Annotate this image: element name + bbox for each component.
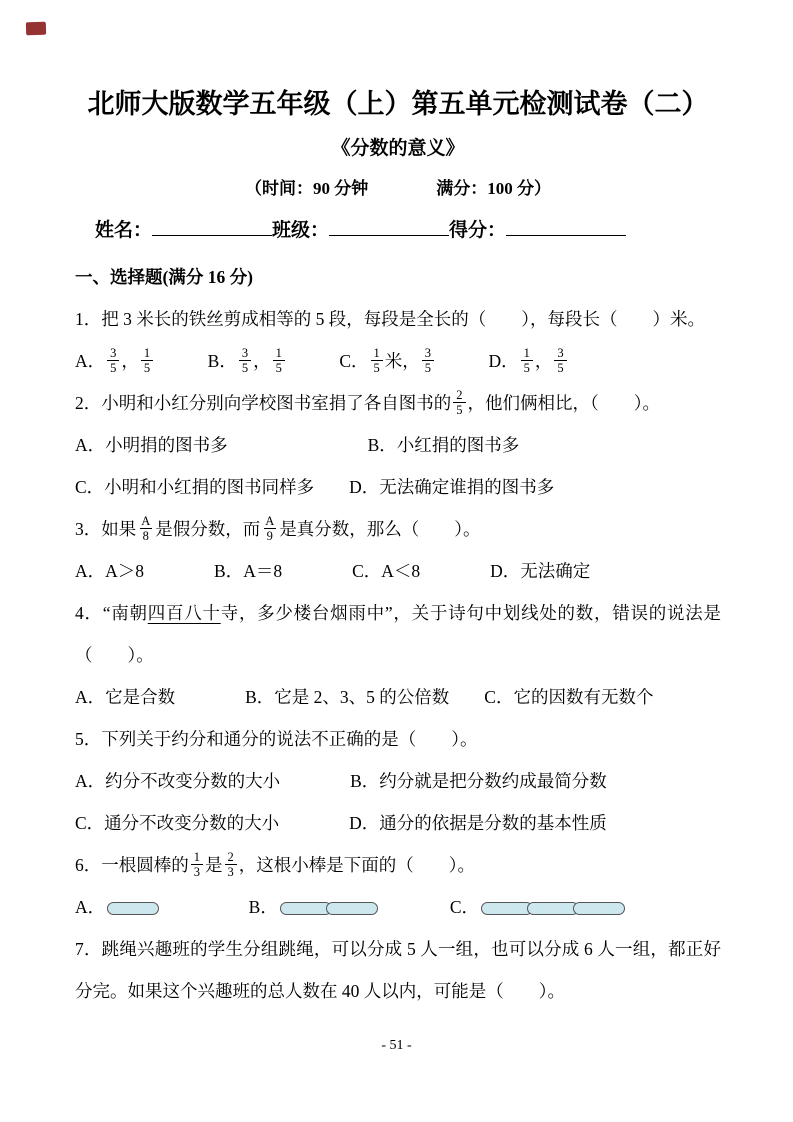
text-run: 1．把 3 米长的铁丝剪成相等的 5 段，每段是全长的（ ），每段长（ ）米。 xyxy=(75,309,705,329)
text-run: ，这根小棒是下面的（ ）。 xyxy=(238,855,475,875)
fraction-numerator: 1 xyxy=(193,850,200,865)
fraction-denominator: 5 xyxy=(371,360,383,375)
text-run: ， xyxy=(121,351,139,371)
question-4-options xyxy=(75,676,721,718)
text-run: 是真分数，那么（ ）。 xyxy=(279,519,481,539)
fraction xyxy=(107,346,119,376)
rod-segment xyxy=(326,902,378,915)
rod-segment xyxy=(107,902,159,915)
fraction-numerator: 3 xyxy=(424,346,432,361)
fraction-denominator: 9 xyxy=(264,528,276,543)
question-6-options xyxy=(75,886,721,928)
text-run: 米， xyxy=(384,351,420,371)
text-run: ， xyxy=(253,351,271,371)
section-choice-heading xyxy=(75,256,721,298)
question-5-options-ab xyxy=(75,760,721,802)
rod-segment xyxy=(527,902,579,915)
question-1-options xyxy=(75,340,721,382)
text-run: ， xyxy=(534,351,553,371)
text-run: 2．小明和小红分别向学校图书室捐了各自图书的 xyxy=(75,393,452,413)
question-5 xyxy=(75,718,721,760)
text-run: 得分： xyxy=(449,220,507,241)
fraction xyxy=(191,850,203,880)
text-run: 4．“南朝 xyxy=(75,603,148,623)
fraction xyxy=(453,388,465,418)
fraction-numerator: A xyxy=(141,514,151,529)
fraction-denominator: 5 xyxy=(521,360,533,375)
fraction-numerator: 3 xyxy=(110,346,117,361)
text-run: A．小明捐的图书多 B．小红捐的图书多 xyxy=(75,435,520,455)
fraction-numerator: 1 xyxy=(523,346,530,361)
text-run: 是假分数，而 xyxy=(155,519,261,539)
fraction-numerator: 1 xyxy=(275,346,282,361)
text-run: 班级： xyxy=(272,220,330,241)
fraction-denominator: 3 xyxy=(225,864,237,879)
text-run: 6．一根圆棒的 xyxy=(75,855,189,875)
fraction-denominator: 5 xyxy=(453,402,465,417)
fraction xyxy=(273,346,285,376)
fraction-numerator: 3 xyxy=(557,346,564,361)
text-run: C．通分不改变分数的大小 D．通分的依据是分数的基本性质 xyxy=(75,813,607,833)
time-score-info xyxy=(75,174,721,204)
rod-graphic xyxy=(481,902,625,915)
fraction-denominator: 8 xyxy=(140,528,152,543)
fraction-numerator: A xyxy=(265,514,275,529)
fraction xyxy=(225,850,237,880)
text-run: 是 xyxy=(205,855,223,875)
question-2 xyxy=(75,382,721,424)
underlined-text: 四百八十 xyxy=(147,603,221,623)
question-5-options-cd xyxy=(75,802,721,844)
name-class-score-line xyxy=(75,214,721,248)
fraction-denominator: 5 xyxy=(422,360,434,375)
fraction-denominator: 5 xyxy=(107,360,119,375)
fraction xyxy=(554,346,566,376)
text-run: B． xyxy=(161,897,278,917)
rod-segment xyxy=(481,902,533,915)
text-run: D． xyxy=(436,351,519,371)
question-1 xyxy=(75,298,721,340)
question-3-options xyxy=(75,550,721,592)
corner-stamp xyxy=(26,22,46,36)
text-run: A．约分不改变分数的大小 B．约分就是把分数约成最简分数 xyxy=(75,771,607,791)
blank-line xyxy=(506,216,626,236)
fraction-numerator: 1 xyxy=(143,346,151,361)
fraction-numerator: 2 xyxy=(227,850,234,865)
text-run: 《分数的意义》 xyxy=(331,138,465,159)
fraction-denominator: 3 xyxy=(191,864,203,879)
fraction xyxy=(422,346,434,376)
fraction xyxy=(239,346,251,376)
rod-graphic xyxy=(280,902,378,915)
question-6 xyxy=(75,844,721,886)
text-run: 寺，多少楼台烟雨中”，关于诗句中划线处的数，错误的说法是（ ）。 xyxy=(75,603,721,665)
fraction-denominator: 5 xyxy=(554,360,566,375)
text-run: 北师大版数学五年级（上）第五单元检测试卷（二） xyxy=(87,89,709,119)
blank-line xyxy=(329,216,449,236)
text-run: （时间：90 分钟 满分：100 分） xyxy=(245,179,551,198)
fraction xyxy=(262,514,277,544)
question-7 xyxy=(75,928,721,1012)
rod-segment xyxy=(280,902,332,915)
page-number: - 51 - xyxy=(381,1038,412,1053)
rod-graphic xyxy=(107,902,159,915)
fraction-numerator: 1 xyxy=(373,346,380,361)
text-run: 5．下列关于约分和通分的说法不正确的是（ ）。 xyxy=(75,729,478,749)
text-run: C． xyxy=(286,351,369,371)
text-run: C． xyxy=(379,897,480,917)
text-run: 7．跳绳兴趣班的学生分组跳绳，可以分成 5 人一组，也可以分成 6 人一组，都正好分完。如果这个兴趣班的总人数在 40 人以内，可能是（ ）。 xyxy=(75,939,721,1001)
doc-title xyxy=(75,86,721,122)
text-run: 姓名： xyxy=(95,220,153,241)
text-run: A．A＞8 B．A＝8 C．A＜8 D．无法确定 xyxy=(75,561,591,581)
fraction-denominator: 5 xyxy=(141,360,153,375)
fraction xyxy=(371,346,383,376)
text-run: C．小明和小红捐的图书同样多 D．无法确定谁捐的图书多 xyxy=(75,477,555,497)
fraction-denominator: 5 xyxy=(273,360,285,375)
blank-line xyxy=(152,216,272,236)
text-run: A．它是合数 B．它是 2、3、5 的公倍数 C．它的因数有无数个 xyxy=(75,687,654,707)
fraction xyxy=(138,514,153,544)
question-2-options-ab xyxy=(75,424,721,466)
text-run: ，他们俩相比，（ ）。 xyxy=(467,393,660,413)
text-run: A． xyxy=(75,897,106,917)
fraction-numerator: 2 xyxy=(456,388,463,403)
text-run: A． xyxy=(75,351,106,371)
question-3 xyxy=(75,508,721,550)
question-4 xyxy=(75,592,721,676)
text-run: 一、选择题(满分 16 分) xyxy=(75,267,253,287)
text-run: 3．如果 xyxy=(75,519,137,539)
text-run: B． xyxy=(155,351,237,371)
question-2-options-cd xyxy=(75,466,721,508)
fraction xyxy=(521,346,533,376)
fraction xyxy=(141,346,153,376)
rod-segment xyxy=(573,902,625,915)
fraction-numerator: 3 xyxy=(241,346,249,361)
doc-subtitle xyxy=(75,134,721,164)
fraction-denominator: 5 xyxy=(239,360,251,375)
